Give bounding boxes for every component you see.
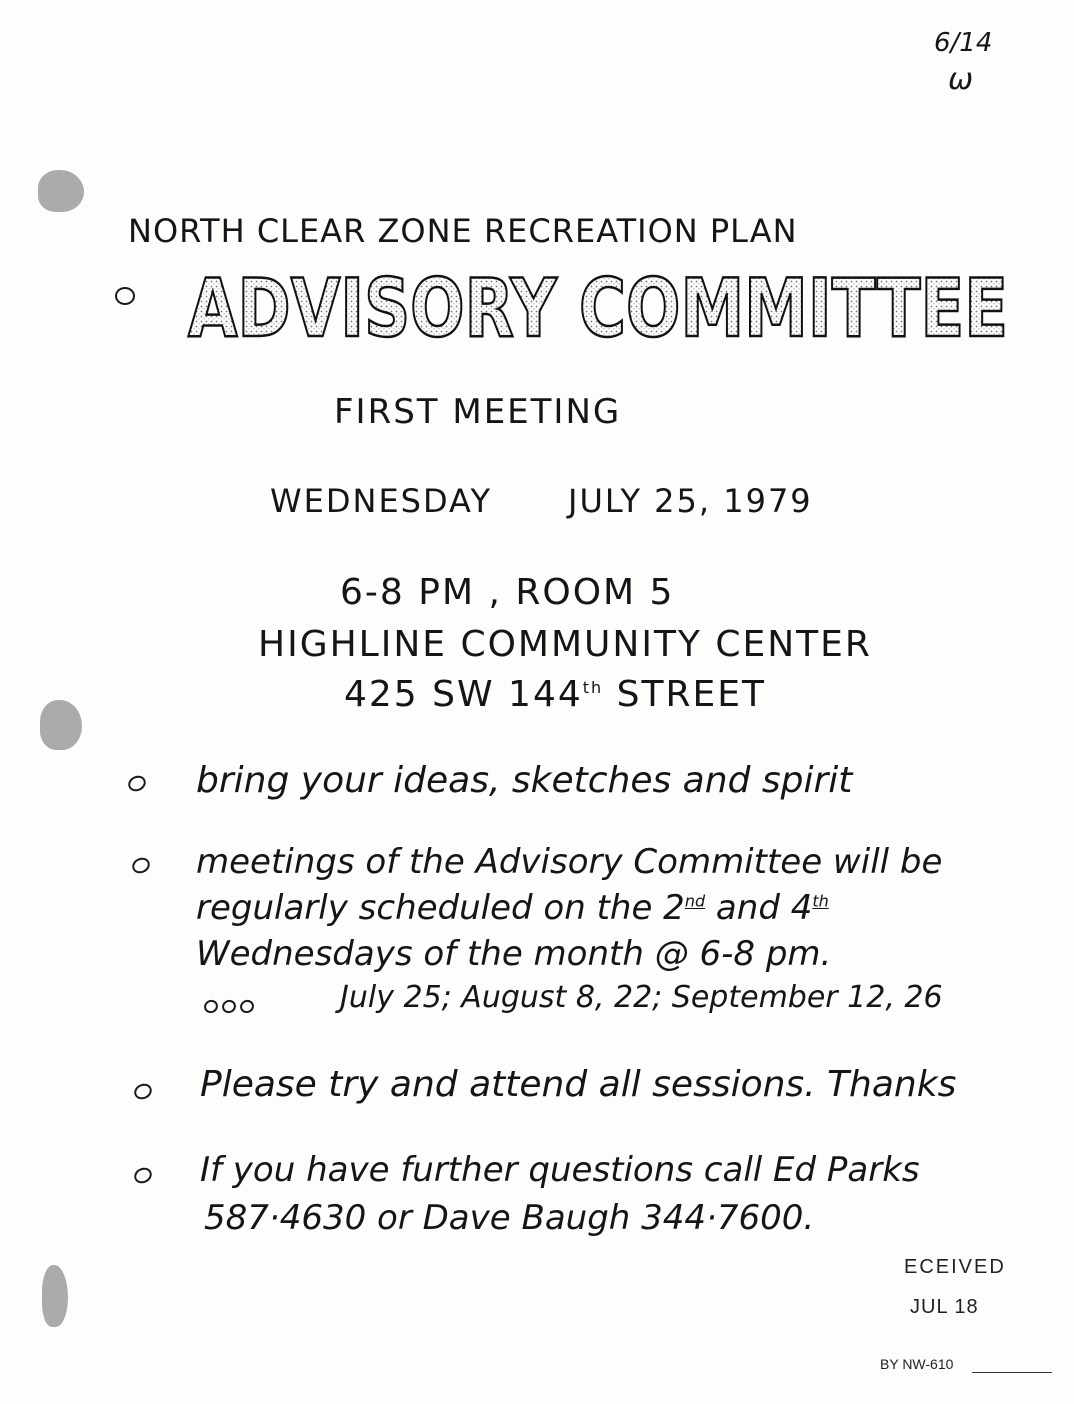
punch-hole-middle	[40, 700, 82, 750]
punch-hole-top	[38, 170, 84, 212]
received-stamp-date: JUL 18	[910, 1296, 979, 1318]
bullet-marker-dates-1	[202, 998, 220, 1016]
bullet-meetings-line-1: meetings of the Advisory Committee will be	[196, 842, 943, 882]
punch-hole-bottom	[42, 1265, 68, 1327]
advisory-committee-logo	[180, 250, 1020, 360]
advisory-committee-wordmark: ADVISORY COMMITTEE	[188, 262, 1008, 355]
address-street: STREET	[616, 674, 766, 715]
received-by-label: BY NW-610	[880, 1356, 954, 1372]
bullet-ideas: bring your ideas, sketches and spirit	[196, 760, 853, 801]
address-suffix: th	[582, 678, 604, 697]
bullet-marker-3	[132, 1081, 155, 1102]
meeting-address	[344, 674, 766, 715]
bullet-marker-1	[126, 773, 149, 794]
meeting-venue: HIGHLINE COMMUNITY CENTER	[258, 624, 872, 665]
schedule-text-a: regularly scheduled on the 2	[196, 888, 685, 928]
address-number: 425 SW 144	[344, 674, 583, 715]
bullet-marker-dates-2	[220, 998, 238, 1016]
meeting-date: JULY 25, 1979	[568, 482, 813, 520]
plan-title: NORTH CLEAR ZONE RECREATION PLAN	[128, 212, 798, 250]
meeting-heading: FIRST MEETING	[334, 392, 622, 432]
corner-initials-note: ω	[948, 62, 974, 97]
bullet-contact-line-2: 587·4630 or Dave Baugh 344·7600.	[204, 1198, 815, 1238]
bullet-attend: Please try and attend all sessions. Thanks	[200, 1064, 957, 1105]
meeting-time-room: 6-8 PM , ROOM 5	[340, 572, 675, 613]
meeting-dates-list: July 25; August 8, 22; September 12, 26	[340, 980, 943, 1015]
ordinal-nd: nd	[684, 891, 706, 911]
schedule-text-b: and 4	[705, 888, 813, 928]
bullet-meetings-line-3: Wednesdays of the month @ 6-8 pm.	[196, 934, 832, 974]
received-stamp: ECEIVED	[904, 1256, 1006, 1278]
corner-number-note: 6/14	[934, 28, 993, 58]
bullet-marker-4	[132, 1165, 155, 1186]
meeting-day: WEDNESDAY	[270, 482, 492, 520]
title-bullet	[115, 287, 135, 305]
received-by-underline	[972, 1372, 1052, 1373]
bullet-contact-line-1: If you have further questions call Ed Parks	[200, 1150, 920, 1190]
bullet-marker-dates-3	[238, 998, 256, 1016]
ordinal-th: th	[812, 891, 829, 911]
bullet-meetings-line-2	[196, 888, 829, 928]
bullet-marker-2	[130, 855, 153, 876]
